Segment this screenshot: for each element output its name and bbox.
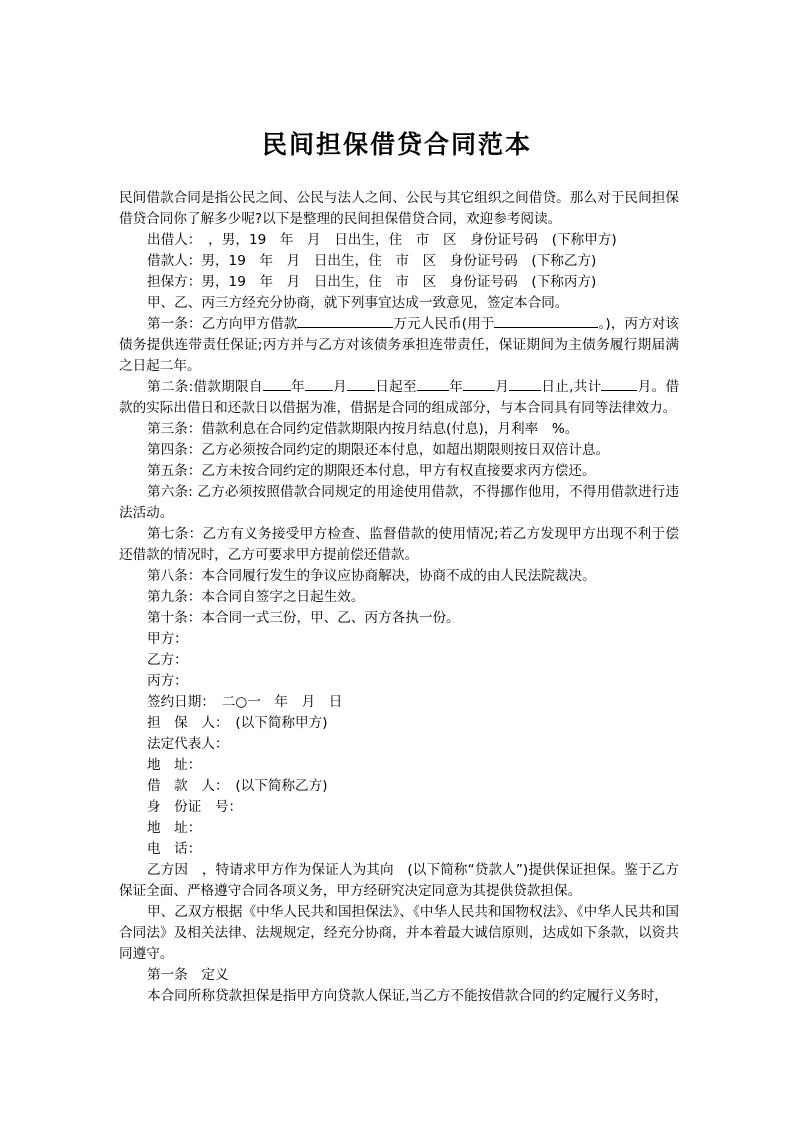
article-1-part-c: 。)，丙方对该债务提供连带责任保证;丙方并与乙方对该债务承担连带责任，保证期间为主债务履行期届满之日起二年。	[119, 316, 680, 374]
article-1-part-a: 第一条：乙方向甲方借款	[147, 316, 298, 332]
article-4: 第四条：乙方必须按合同约定的期限还本付息，如超出期限则按日双倍计息。	[147, 442, 610, 458]
article-5: 第五条：乙方未按合同约定的期限还本付息，甲方有权直接要求丙方偿还。	[147, 463, 596, 479]
document-body	[119, 188, 679, 1007]
article-2-to-end: 日止,共计	[541, 379, 602, 395]
guarantor-label-line: 担 保 人： (以下简称甲方)	[147, 715, 328, 731]
article-2-month-1: 月	[332, 379, 348, 395]
borrower-label-line: 借 款 人： (以下简称乙方)	[147, 778, 328, 794]
article-9: 第九条：本合同自签字之日起生效。	[147, 589, 365, 605]
article-2-rest: 月。借款的实际出借日和还款日以借据为准，借据是合同的组成部分，与本合同具有同等法律效力。	[119, 379, 680, 416]
request-paragraph: 乙方因 ，特请求甲方作为保证人为其向 (以下简称“贷款人”)提供保证担保。鉴于乙方保证全面、严格遵守合同各项义务，甲方经研究决定同意为其提供贷款担保。	[119, 862, 679, 899]
blank-start-day	[347, 378, 375, 391]
blank-purpose	[494, 315, 598, 328]
article-2-year-2: 年	[448, 379, 464, 395]
lender-line: 出借人： ，男，19 年 月 日出生，住 市 区 身份证号码 (下称甲方)	[147, 232, 617, 248]
legal-basis-paragraph: 甲、乙双方根据《中华人民共和国担保法》、《中华人民共和国物权法》、《中华人民共和国合同法》及相关法律、法规规定，经充分协商，并本着最大诚信原则，达成如下条款，以资共同遵守。	[119, 904, 679, 962]
article-10: 第十条：本合同一式三份，甲、乙、丙方各执一份。	[147, 610, 460, 626]
blank-start-month	[305, 378, 333, 391]
party-b-line: 乙方：	[147, 652, 188, 668]
definition-heading: 第一条 定义	[147, 967, 229, 983]
legal-rep-line: 法定代表人：	[147, 736, 229, 752]
article-2-month-2: 月	[495, 379, 510, 395]
consensus-line: 甲、乙、丙三方经充分协商，就下列事宜达成一致意见，签定本合同。	[147, 295, 569, 311]
article-2	[119, 377, 679, 419]
article-2-from: 日起至	[375, 379, 417, 395]
intro-paragraph: 民间借款合同是指公民之间、公民与法人之间、公民与其它组织之间借贷。那么对于民间担保借贷合同你了解多少呢?以下是整理的民间担保借贷合同，欢迎参考阅读。	[119, 190, 679, 227]
phone-line: 电 话：	[147, 841, 202, 857]
blank-total-months	[601, 378, 637, 391]
sign-date-line: 签约日期： 二○一 年 月 日	[147, 694, 343, 710]
article-8: 第八条：本合同履行发生的争议应协商解决，协商不成的由人民法院裁决。	[147, 568, 596, 584]
article-1	[119, 314, 679, 377]
blank-end-day	[509, 378, 541, 391]
blank-start-year	[263, 378, 291, 391]
address-line-1: 地 址：	[147, 757, 202, 773]
id-number-line: 身 份证 号：	[147, 799, 243, 815]
borrower-line: 借款人：男，19 年 月 日出生，住 市 区 身份证号码 (下称乙方)	[147, 253, 597, 269]
article-7: 第七条：乙方有义务接受甲方检查、监督借款的使用情况;若乙方发现甲方出现不利于偿还借款的情况时，乙方可要求甲方提前偿还借款。	[119, 526, 679, 563]
document-title: 民间担保借贷合同范本	[261, 130, 532, 159]
article-2-year-1: 年	[290, 379, 305, 395]
blank-amount	[297, 315, 393, 328]
party-a-line: 甲方：	[147, 631, 188, 647]
article-3: 第三条：借款利息在合同约定借款期限内按月结息(付息)，月利率 %。	[147, 421, 579, 437]
address-line-2: 地 址：	[147, 820, 202, 836]
party-c-line: 丙方：	[147, 673, 188, 689]
article-6: 第六条: 乙方必须按照借款合同规定的用途使用借款，不得挪作他用，不得用借款进行违法活动。	[119, 484, 679, 521]
definition-text: 本合同所称贷款担保是指甲方向贷款人保证,当乙方不能按借款合同的约定履行义务时，	[147, 988, 668, 1004]
blank-end-month	[463, 378, 495, 391]
article-2-part-a: 第二条:借款期限自	[147, 379, 263, 395]
blank-end-year	[417, 378, 449, 391]
article-1-part-b: 万元人民币(用于	[393, 316, 495, 332]
guarantor-line: 担保方：男，19 年 月 日出生，住 市 区 身份证号码 (下称丙方)	[147, 274, 597, 290]
